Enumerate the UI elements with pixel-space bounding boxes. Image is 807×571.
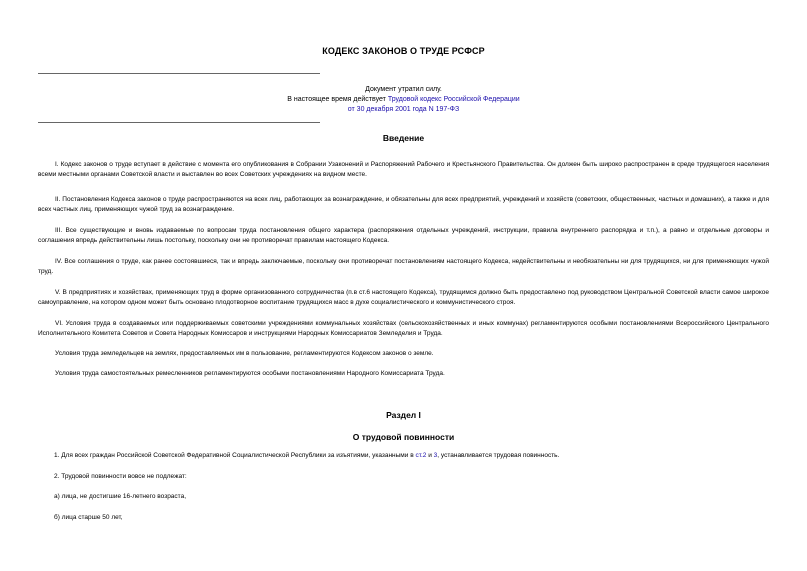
intro-paragraph-4: IV. Все соглашения о труде, как ранее состоявшиеся, так и впредь заключаемые, поскольку они противоречат постановлениям настоящего Кодекса, недействительны и необязательны ни для трудящихся, ни для применяющих чужой труд.: [38, 258, 769, 275]
article-3-link[interactable]: 3: [433, 452, 438, 459]
status-notice: Документ утратил силу.: [365, 86, 442, 93]
article-1: [54, 451, 559, 461]
divider-bottom: [38, 122, 320, 123]
article-1-prefix: 1. Для всех граждан Российской Советской Федеративной Социалистической Республики за изъятиями, указанными в: [54, 452, 416, 459]
labor-code-link[interactable]: Трудовой кодекс Российской Федерации: [387, 96, 520, 103]
divider-top: [38, 73, 320, 74]
section-heading: Раздел I: [386, 410, 421, 420]
intro-paragraph-5: V. В предприятиях и хозяйствах, применяющих труд в форме организованного сотрудничества (п.в ст.6 настоящего Кодекса), трудящимся должно быть предоставлено под руководством Центральной Советской власти самое широкое самоуправление, на котором одном может быть основано плодотворное воспитание трудящихся масс в духе социалистического и коммунистического строя.: [38, 289, 769, 306]
law-date-notice: [0, 105, 807, 114]
article-1-and: и: [426, 452, 434, 459]
intro-paragraph-2: II. Постановления Кодекса законов о труде распространяются на всех лиц, работающих за вознаграждение, и обязательны для всех предприятий, учреждений и хозяйств (советских, общественных, частных и домашних), а также и для всех частных лиц, применяющих чужой труд за вознаграждение.: [38, 196, 769, 213]
intro-heading: Введение: [382, 133, 425, 143]
section-subheading: О трудовой повинности: [352, 432, 455, 442]
article-1-suffix: , устанавливается трудовая повинность.: [437, 452, 560, 459]
current-law-prefix: В настоящее время действует: [287, 96, 388, 103]
intro-paragraph-7: Условия труда земледельцев на землях, предоставляемых им в пользование, регламентируются Кодексом законов о земле.: [55, 350, 434, 357]
current-law-notice: [0, 95, 807, 104]
article-2: 2. Трудовой повинности вовсе не подлежат:: [54, 473, 187, 480]
article-2-item-b: б) лица старше 50 лет,: [54, 514, 123, 521]
intro-paragraph-1: I. Кодекс законов о труде вступает в действие с момента его опубликования в Собрании Узаконений и Распоряжений Рабочего и Крестьянского Правительства. Он должен быть широко распространен в среде трудящегося населения всеми местными органами Советской власти и выставлен во всех Советских учреждениях на видном месте.: [38, 161, 769, 178]
document-title: КОДЕКС ЗАКОНОВ О ТРУДЕ РСФСР: [322, 46, 485, 56]
intro-paragraph-6: VI. Условия труда в создаваемых или поддерживаемых советскими учреждениями коммунальных хозяйствах (сельскохозяйственных и иных коммунах) регламентируются особыми постановлениями Всероссийского Центрального Исполнительного Комитета Советов и Совета Народных Комиссаров и инструкциями Народных Комиссариатов Земледелия и Труда.: [38, 320, 769, 337]
article-2-item-a: а) лица, не достигшие 16-летнего возраста,: [54, 493, 186, 500]
intro-paragraph-8: Условия труда самостоятельных ремесленников регламентируются особыми постановлениями Народного Комиссариата Труда.: [55, 370, 445, 377]
article-2-link[interactable]: ст.2: [415, 452, 427, 459]
intro-paragraph-3: III. Все существующие и вновь издаваемые по вопросам труда постановления общего характера (распоряжения отдельных учреждений, инструкции, правила внутреннего распорядка и т.п.), а равно и отдельные договоры и соглашения впредь действительны лишь постольку, поскольку они не противоречат правилам настоящего Кодекса.: [38, 227, 769, 244]
labor-code-date-link[interactable]: от 30 декабря 2001 года N 197-ФЗ: [347, 106, 460, 113]
